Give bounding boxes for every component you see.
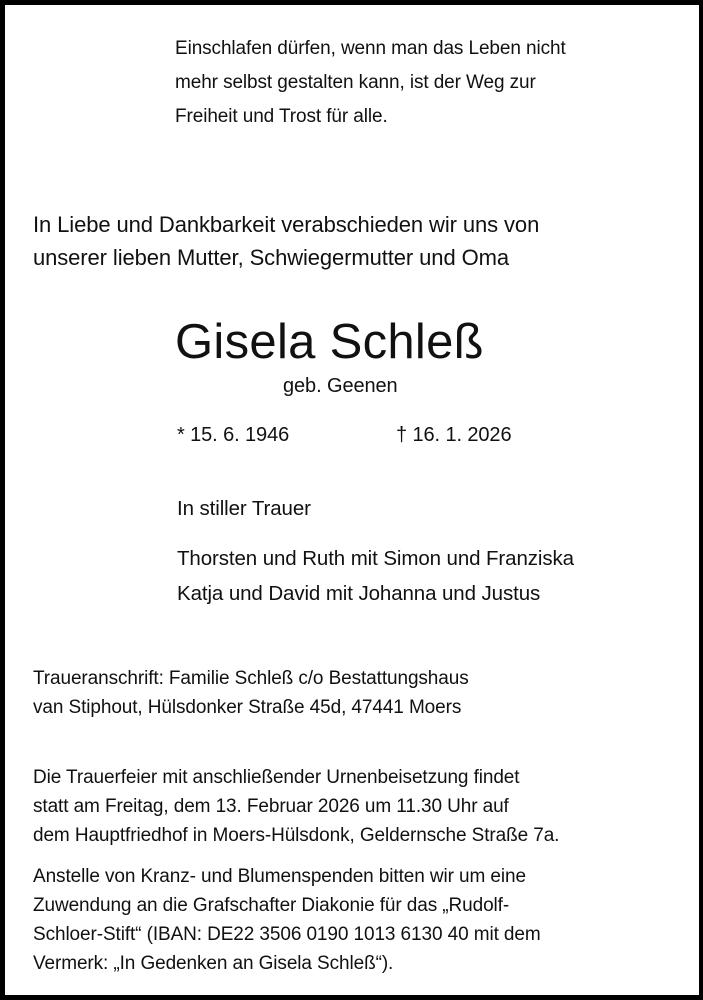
address-line: Traueranschrift: Familie Schleß c/o Bestattungshaus xyxy=(33,668,469,689)
intro-line: In Liebe und Dankbarkeit verabschieden wir uns von xyxy=(33,212,540,237)
ceremony-info xyxy=(33,763,559,850)
donation-line: Zuwendung an die Grafschafter Diakonie für das „Rudolf- xyxy=(33,895,510,916)
motto-quote xyxy=(175,32,566,134)
ceremony-line: statt am Freitag, dem 13. Februar 2026 um 11.30 Uhr auf xyxy=(33,796,509,817)
intro-line: unserer lieben Mutter, Schwiegermutter und Oma xyxy=(33,245,509,270)
mourner-family: Thorsten und Ruth mit Simon und Franziska xyxy=(177,547,574,570)
intro-text xyxy=(33,208,539,274)
donation-line: Anstelle von Kranz- und Blumenspenden bitten wir um eine xyxy=(33,866,526,887)
donation-line: Schloer-Stift“ (IBAN: DE22 3506 0190 1013 6130 40 mit dem xyxy=(33,924,541,945)
death-date: † 16. 1. 2026 xyxy=(396,424,512,446)
birth-date: * 15. 6. 1946 xyxy=(177,424,290,446)
ceremony-line: dem Hauptfriedhof in Moers-Hülsdonk, Geldernsche Straße 7a. xyxy=(33,825,560,846)
motto-line: Freiheit und Trost für alle. xyxy=(175,106,388,127)
maiden-name: geb. Geenen xyxy=(283,375,398,397)
mourners-list xyxy=(177,541,574,611)
deceased-name: Gisela Schleß xyxy=(175,315,484,369)
donation-line: Vermerk: „In Gedenken an Gisela Schleß“). xyxy=(33,953,394,974)
motto-line: Einschlafen dürfen, wenn man das Leben nicht xyxy=(175,38,566,59)
ceremony-line: Die Trauerfeier mit anschließender Urnenbeisetzung findet xyxy=(33,767,520,788)
address-line: van Stiphout, Hülsdonker Straße 45d, 47441 Moers xyxy=(33,697,462,718)
donation-info xyxy=(33,862,541,978)
mourning-heading: In stiller Trauer xyxy=(177,497,311,520)
mourning-address xyxy=(33,664,469,722)
mourner-family: Katja und David mit Johanna und Justus xyxy=(177,582,541,605)
motto-line: mehr selbst gestalten kann, ist der Weg zur xyxy=(175,72,536,93)
